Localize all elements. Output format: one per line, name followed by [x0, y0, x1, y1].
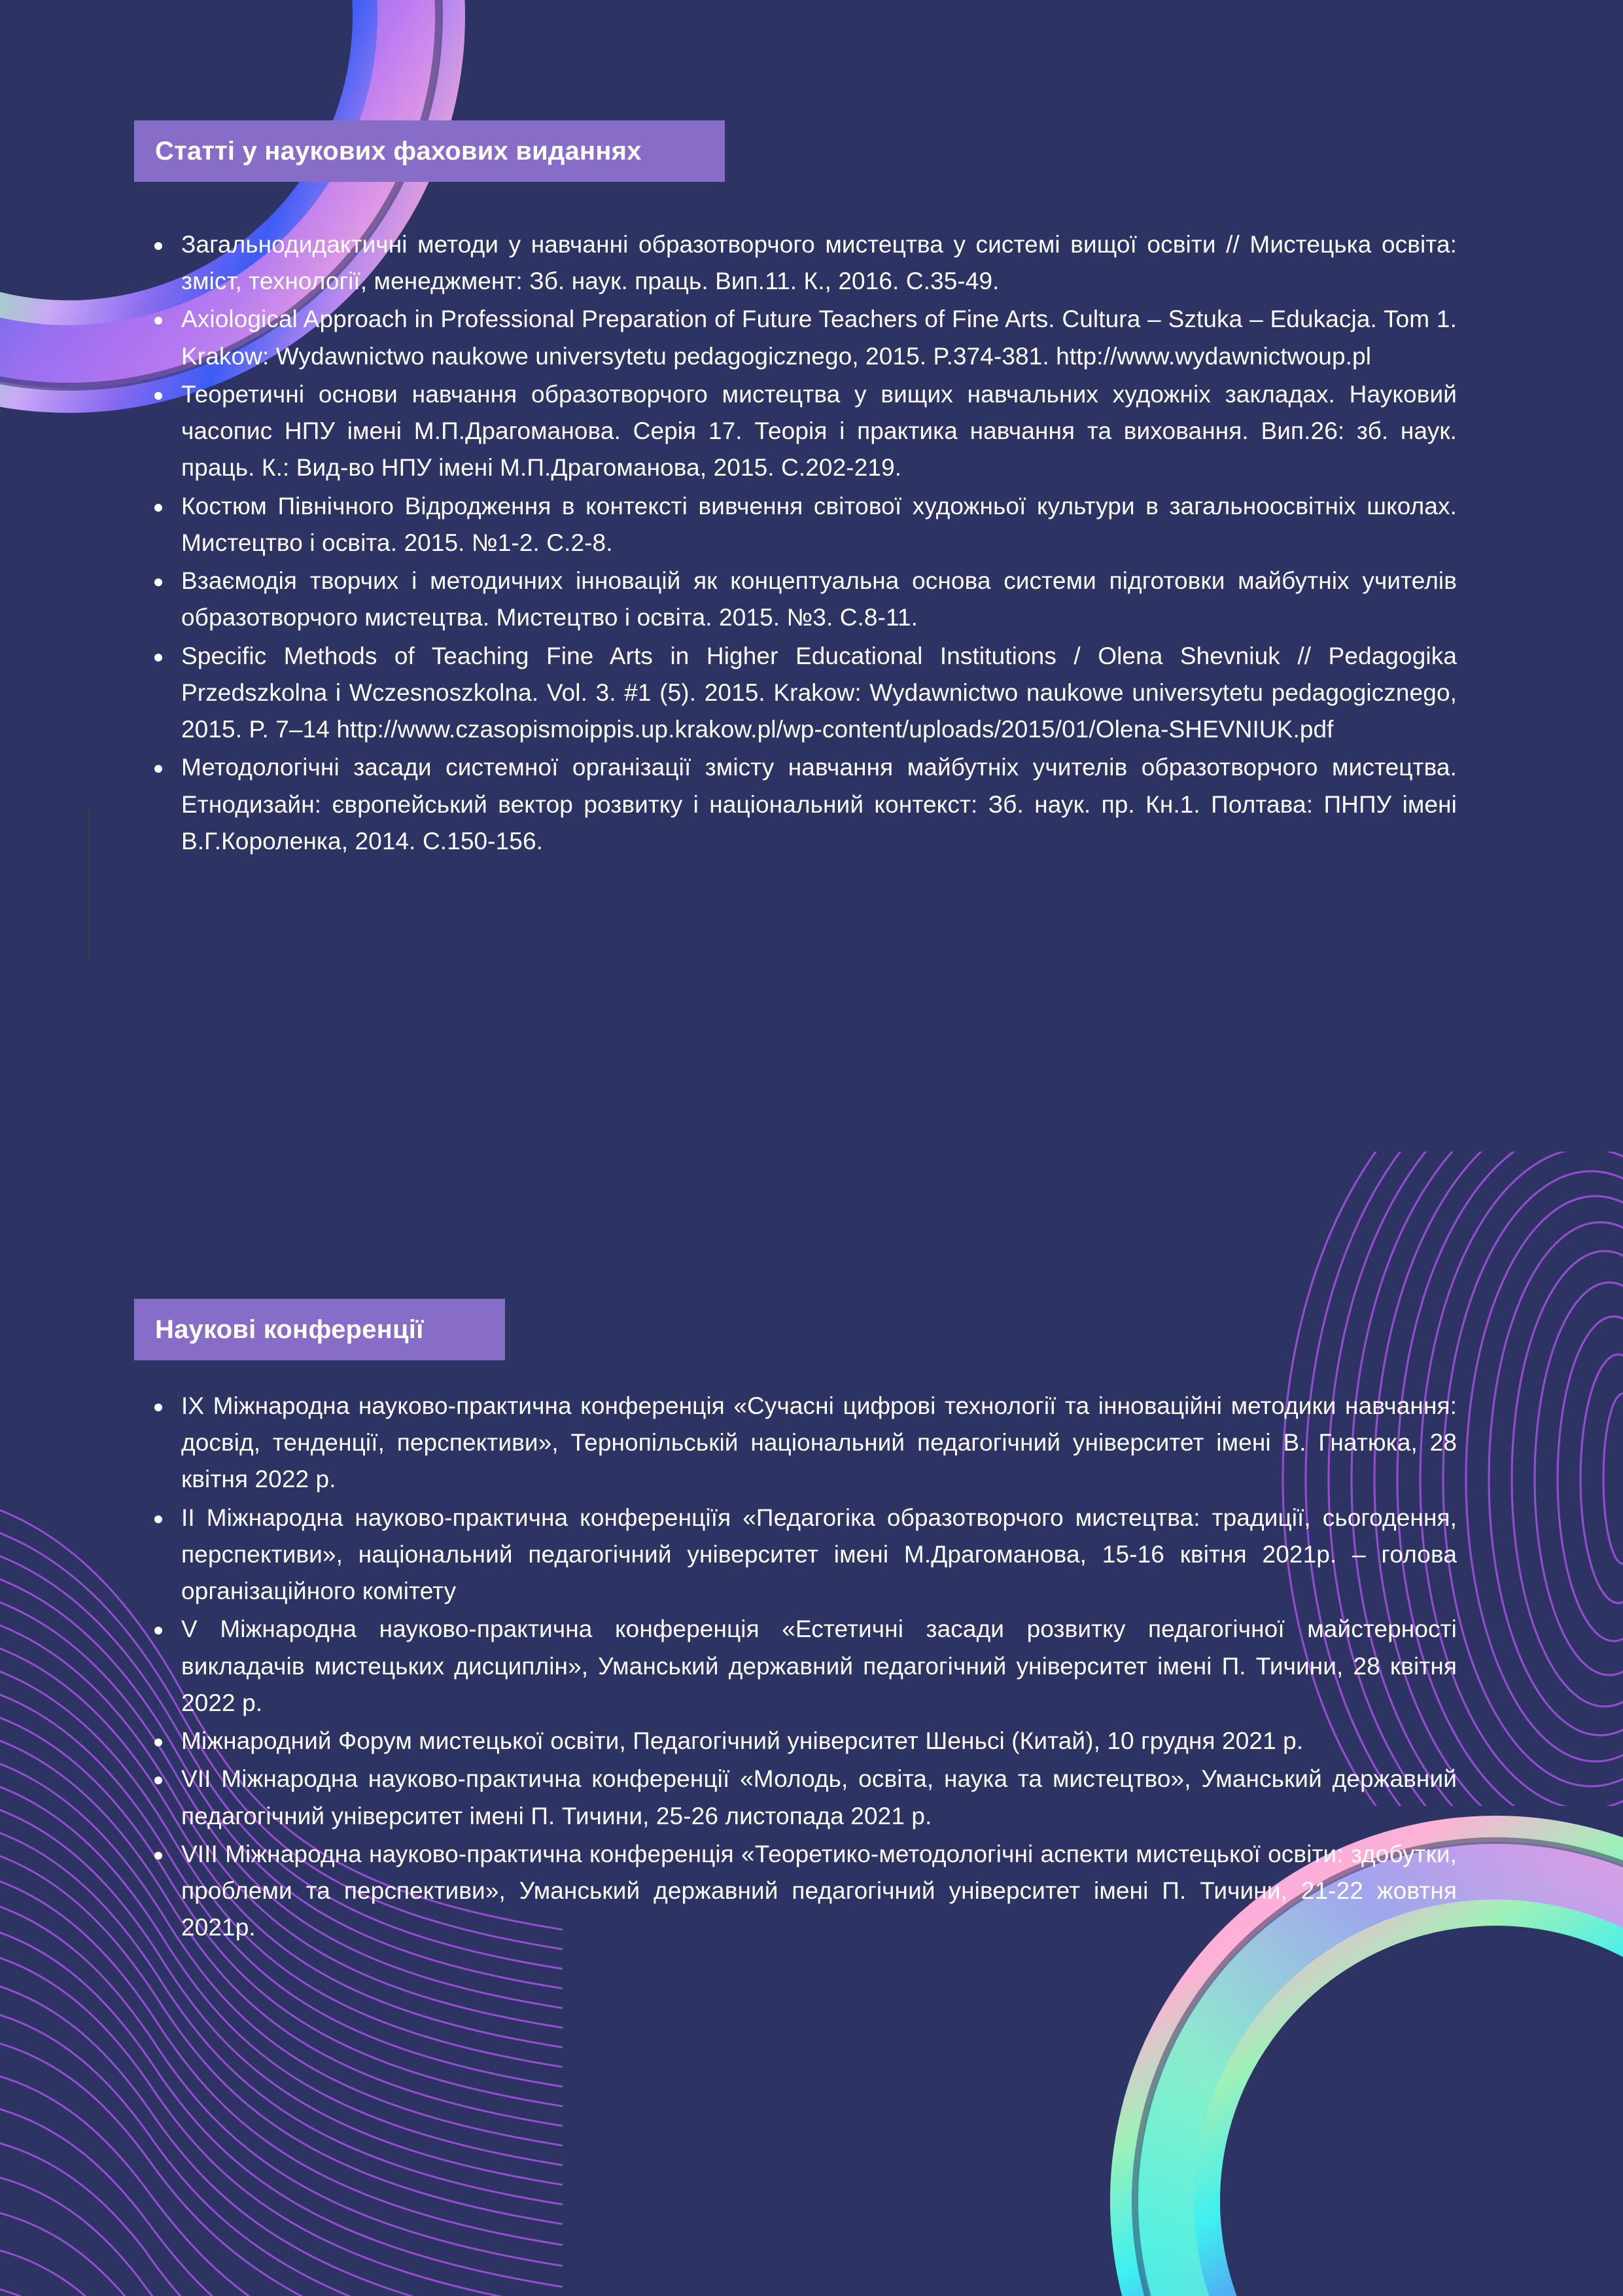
list-item	[154, 301, 1457, 374]
list-item-text: II Міжнародна науково-практична конференціїя «Педагогіка образотворчого мистецтва: традиції, сьогодення, перспективи», національний педагогічний університет імені М.Драгоманова, 15-16 квітня 2021р. – голова організаційного комітету	[181, 1504, 1457, 1605]
list-item	[154, 1500, 1457, 1610]
section-conferences	[0, 1299, 1623, 1941]
section-articles	[0, 120, 1623, 855]
list-item-text: V Міжнародна науково-практична конференція «Естетичні засади розвитку педагогічної майстерності викладачів мистецьких дисциплін», Уманський державний педагогічний університет імені П. Тичини, 28 квітня 2022 р.	[181, 1616, 1457, 1716]
list-item	[154, 226, 1457, 300]
list-item-text: Костюм Північного Відродження в контексті вивчення світової художньої культури в загальноосвітніх школах. Мистецтво і освіта. 2015. №1-2. С.2-8.	[181, 492, 1457, 556]
list-item-text: Взаємодія творчих і методичних інновацій як концептуальна основа системи підготовки майбутніх учителів образотворчого мистецтва. Мистецтво і освіта. 2015. №3. С.8-11.	[181, 567, 1457, 631]
list-item-text: VIII Міжнародна науково-практична конференція «Теоретико-методологічні аспекти мистецької освіти: здобутки, проблеми та перспективи», Уманський державний педагогічний університет імені П. Тичини, 21-22 жовтня 2021р.	[181, 1840, 1457, 1941]
list-item-text: Axiological Approach in Professional Preparation of Future Teachers of Fine Arts. Cultura – Sztuka – Edukacja. Tom 1. Krakow: Wydawnictwo naukowe universytetu pedagogicznego, 2015. P.374-381. http://www.wydawnictwoup.pl	[181, 306, 1457, 370]
list-item-text: Методологічні засади системної організації змісту навчання майбутніх учителів образотворчого мистецтва. Етнодизайн: європейський вектор розвитку і національний контекст: Зб. наук. пр. Кн.1. Полтава: ПНПУ імені В.Г.Короленка, 2014. С.150-156.	[181, 754, 1457, 855]
list-item	[154, 563, 1457, 636]
list-item	[154, 749, 1457, 860]
list-item-text: Загальнодидактичні методи у навчанні образотворчого мистецтва у системі вищої освіти // Мистецька освіта: зміст, технології, менеджмент: Зб. наук. праць. Вип.11. К., 2016. С.35-49.	[181, 231, 1457, 295]
articles-bullet-list	[154, 226, 1457, 861]
list-item	[154, 1836, 1457, 1947]
list-item	[154, 376, 1457, 487]
list-item	[154, 488, 1457, 561]
list-item-text: IX Міжнародна науково-практична конференція «Сучасні цифрові технології та інноваційні методики навчання: досвід, тенденції, перспективи», Тернопільській національний педагогічний університет імені В. Гнатюка, 28 квітня 2022 р.	[181, 1392, 1457, 1493]
section-heading-conferences-badge	[134, 1299, 505, 1347]
conferences-bullet-list	[154, 1388, 1457, 1948]
list-item	[154, 1761, 1457, 1834]
section-heading-articles-badge	[134, 120, 725, 169]
list-item	[154, 1388, 1457, 1498]
list-item-text: Міжнародний Форум мистецької освіти, Педагогічний університет Шеньсі (Китай), 10 грудня 2021 р.	[181, 1727, 1304, 1755]
section-heading-articles-label: Статті у наукових фахових виданнях	[155, 137, 642, 166]
list-item	[154, 1723, 1457, 1759]
section-heading-conferences-label: Наукові конференції	[155, 1315, 424, 1344]
list-item	[154, 1611, 1457, 1722]
list-item-text: Specific Methods of Teaching Fine Arts in Higher Educational Institutions / Olena Shevniuk // Pedagogika Przedszkolna i Wczesnoszkolna. Vol. 3. #1 (5). 2015. Krakow: Wydawnictwo naukowe universytetu pedagogicznego, 2015. P. 7–14 http://www.czasopismoippis.up.krakow.pl/wp-content/uploads/2015/01/Olena-SHEVNIUK.pdf	[181, 642, 1457, 743]
list-item	[154, 638, 1457, 749]
list-item-text: VII Міжнародна науково-практична конференції «Молодь, освіта, наука та мистецтво», Уманський державний педагогічний університет імені П. Тичини, 25-26 листопада 2021 р.	[181, 1765, 1457, 1829]
list-item-text: Теоретичні основи навчання образотворчого мистецтва у вищих навчальних художніх закладах. Науковий часопис НПУ імені М.П.Драгоманова. Серія 17. Теорія і практика навчання та виховання. Вип.26: зб. наук. праць. К.: Вид-во НПУ імені М.П.Драгоманова, 2015. С.202-219.	[181, 380, 1457, 482]
